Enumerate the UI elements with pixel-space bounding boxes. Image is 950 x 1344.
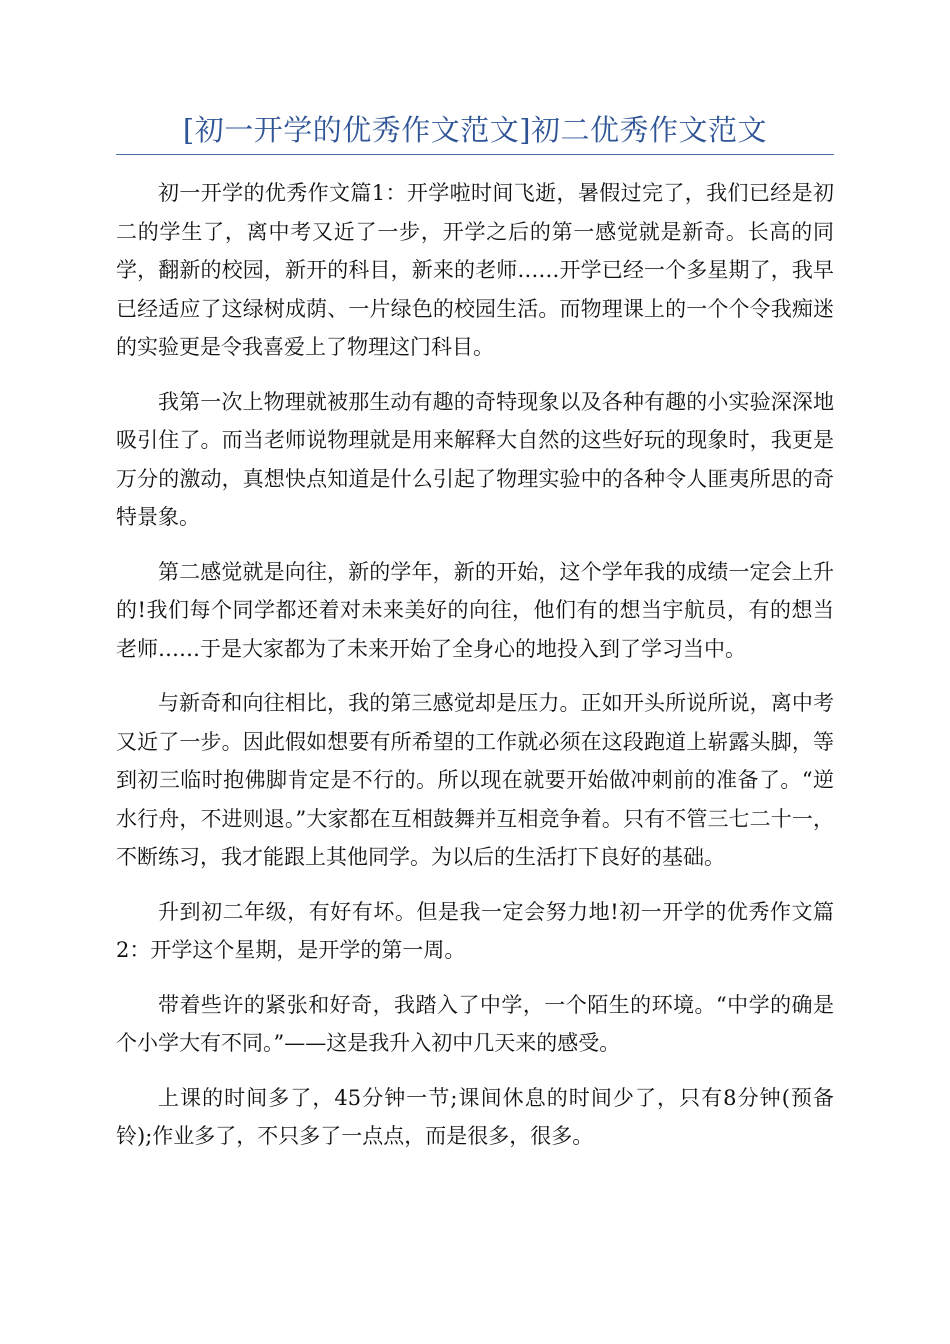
paragraph-1: 初一开学的优秀作文篇1：开学啦时间飞逝，暑假过完了，我们已经是初二的学生了，离中考又近了一步，开学之后的第一感觉就是新奇。长高的同学，翻新的校园，新开的科目，新来的老师……开学已经一个多星期了，我早已经适应了这绿树成荫、一片绿色的校园生活。而物理课上的一个个令我痴迷的实验更是令我喜爱上了物理这门科目。 — [116, 181, 834, 359]
paragraph-2: 我第一次上物理就被那生动有趣的奇特现象以及各种有趣的小实验深深地吸引住了。而当老师说物理就是用来解释大自然的这些好玩的现象时，我更是万分的激动，真想快点知道是什么引起了物理实验中的各种令人匪夷所思的奇特景象。 — [116, 389, 834, 529]
paragraph-6: 带着些许的紧张和好奇，我踏入了中学，一个陌生的环境。“中学的确是个小学大有不同。”——这是我升入初中几天来的感受。 — [116, 992, 834, 1055]
article-body — [116, 174, 834, 1172]
paragraph-7: 上课的时间多了，45分钟一节;课间休息的时间少了，只有8分钟(预备铃);作业多了，不只多了一点点，而是很多，很多。 — [116, 1085, 834, 1148]
document-title: [初一开学的优秀作文范文]初二优秀作文范文 — [182, 113, 768, 147]
paragraph-5: 升到初二年级，有好有坏。但是我一定会努力地!初一开学的优秀作文篇2：开学这个星期，是开学的第一周。 — [116, 899, 834, 962]
title-underline — [116, 108, 834, 155]
paragraph-4: 与新奇和向往相比，我的第三感觉却是压力。正如开头所说所说，离中考又近了一步。因此假如想要有所希望的工作就必须在这段跑道上崭露头脚，等到初三临时抱佛脚肯定是不行的。所以现在就要开始做冲刺前的准备了。“逆水行舟，不进则退。”大家都在互相鼓舞并互相竞争着。只有不管三七二十一，不断练习，我才能跟上其他同学。为以后的生活打下良好的基础。 — [116, 691, 834, 869]
paragraph-3: 第二感觉就是向往，新的学年，新的开始，这个学年我的成绩一定会上升的!我们每个同学都还着对未来美好的向往，他们有的想当宇航员，有的想当老师……于是大家都为了未来开始了全身心的地投入到了学习当中。 — [116, 559, 834, 661]
